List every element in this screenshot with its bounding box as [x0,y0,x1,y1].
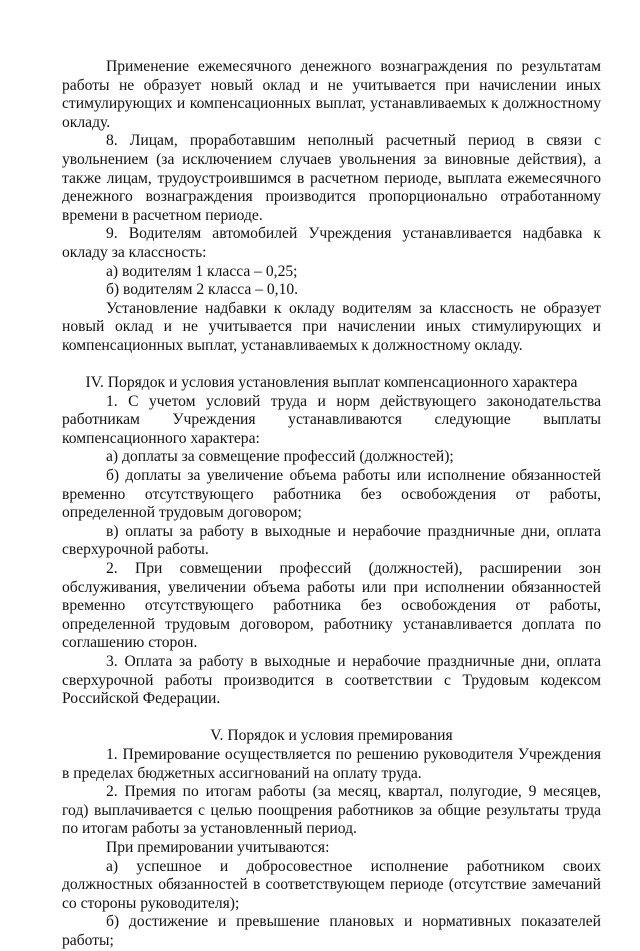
section-heading: IV. Порядок и условия установления выплат компенсационного характера [85,374,578,392]
paragraph: 8. Лицам, проработавшим неполный расчетный период в связи с увольнением (за исключением случаев увольнения за виновные действия), а также лицам, трудоустроившимся в расчетном периоде, выплата ежемесячного денежного вознаграждения производится пропорционально отработанному времени в расчетном периоде. [62,132,601,224]
paragraph: Применение ежемесячного денежного вознаграждения по результатам работы не образует новый оклад и не учитывается при начислении иных стимулирующих и компенсационных выплат, устанавливаемых к должностному окладу. [62,58,601,131]
section-heading: V. Порядок и условия премирования [210,727,453,745]
list-item: а) успешное и добросовестное исполнение работником своих должностных обязанностей в соответствующем периоде (отсутствие замечаний со стороны руководителя); [62,857,601,912]
list-item: б) доплаты за увеличение объема работы или исполнение обязанностей временно отсутствующего работника без освобождения от работы, определенной трудовым договором; [62,467,601,522]
list-item: а) доплаты за совмещение профессий (должностей); [106,448,454,466]
list-item: б) достижение и превышение плановых и нормативных показателей работы; [62,913,601,949]
list-item: а) водителям 1 класса – 0,25; [106,262,298,280]
paragraph: 3. Оплата за работу в выходные и нерабочие праздничные дни, оплата сверхурочной работы производится в соответствии с Трудовым кодексом Российской Федерации. [62,653,601,708]
paragraph: При премировании учитываются: [106,838,330,856]
paragraph: 2. Премия по итогам работы (за месяц, квартал, полугодие, 9 месяцев, год) выплачивается с целью поощрения работников за общие результаты труда по итогам работы за установленный период. [62,783,601,838]
document-body [62,58,601,951]
list-item: в) оплаты за работу в выходные и нерабочие праздничные дни, оплата сверхурочной работы. [62,522,601,559]
section-spacer [62,709,601,728]
paragraph: 1. С учетом условий труда и норм действующего законодательства работникам Учреждения устанавливаются следующие выплаты компенсационного характера: [62,392,601,447]
paragraph: 1. Премирование осуществляется по решению руководителя Учреждения в пределах бюджетных ассигнований на оплату труда. [62,745,601,782]
paragraph: Установление надбавки к окладу водителям за классность не образует новый оклад и не учитывается при начислении иных стимулирующих и компенсационных выплат, устанавливаемых к должностному окладу. [62,299,601,354]
paragraph: 9. Водителям автомобилей Учреждения устанавливается надбавка к окладу за классность: [62,225,601,261]
paragraph: 2. При совмещении профессий (должностей), расширении зон обслуживания, увеличении объема работы или при исполнении обязанностей временно отсутствующего работника без освобождения от работы, определенной трудовым договором, работнику устанавливается доплата по соглашению сторон. [62,560,601,652]
list-item: б) водителям 2 класса – 0,10. [106,281,299,299]
section-spacer [62,356,601,375]
